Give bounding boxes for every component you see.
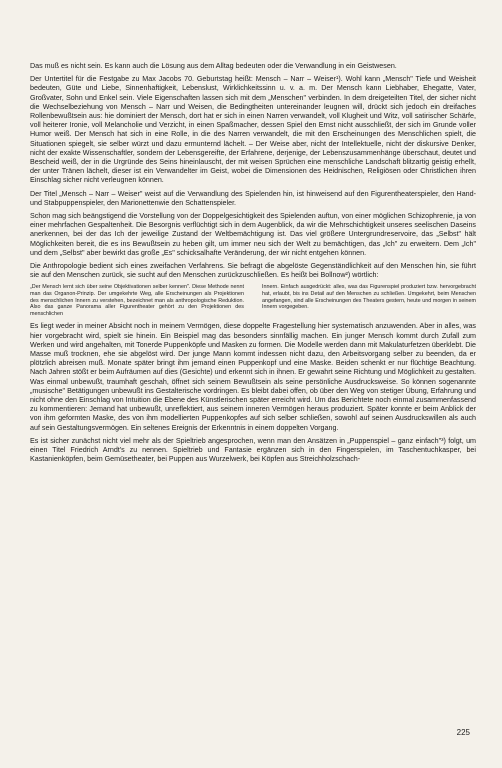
paragraph: Es liegt weder in meiner Absicht noch in meinem Vermögen, diese doppelte Fragestellung hier systematisch anzuwenden. Aber in alles, was hier vorgebracht wird, spielt sie hinein. Ein Beispiel mag das besonders sinnfällig machen. Ein junger Mensch kommt durch Zufall zum Werken und wird angehalten, mit Tonerde Puppenköpfe und Masken zu formen. Die Modelle werden dann mit Makulaturfetzen überklebt. Die Masse muß trocknen, ehe sie abgelöst wird. Der junge Mann kommt indessen nicht dazu, den Arbeitsvorgang selber zu beenden, da er plötzlich abreisen muß. Monate später bringt ihm jemand einen Puppenkopf und eine Maske. Beiden schenkt er nur flüchtige Beachtung. Nach Jahren stößt er beim Aufräumen auf dies (Gesichte) und erkennt sich in ihnen. Er gewahrt seine Richtung und Möglichkeit zu gestalten. Was einmal unbewußt, traumhaft geschah, öffnet sich seinem Bewußtsein als seine persönliche Ausdrucksweise. So können sogenannte „musische" Betätigungen unbewußt ins Gestalterische vordringen. Es bleibt dabei offen, ob über den Weg von stetiger Übung, Erfahrung und nicht ohne den Einschlag von Intuition die Ebene des Künstlerischen später erreicht wird. Um das Berichtete noch einmal zusammenfassend zu kommentieren: Jemand hat unbewußt, unreflektiert, aus seinem inneren Vermögen heraus produziert. Später konnte er beim Anblick der von ihm geformten Maske, des von ihm modellierten Puppenkopfes auf sich selber schließen, sowohl auf seinen Ausdruckswillen als auch auf sein Gestaltungsvermögen. Ein seltenes Ereignis der Erkenntnis in einem doppelten Vorgang. bbox=[30, 322, 476, 432]
quotation-block bbox=[30, 284, 476, 317]
paragraph: Der Titel „Mensch – Narr – Weiser" weist auf die Verwandlung des Spielenden hin, ist hinweisend auf den Figurentheaterspieler, den Hand- und Stabpuppenspieler, den Marionettenwie den Schattenspieler. bbox=[30, 189, 476, 207]
paragraph: Der Untertitel für die Festgabe zu Max Jacobs 70. Geburtstag heißt: Mensch – Narr – Weiser¹). Wohl kann „Mensch" Tiefe und Weisheit bedeuten, Güte und Liebe, Sinnenhaftigkeit, Lebenslust, Wirklichkeitssinn u. v. a. m. Der Mensch kann Liebhaber, Ehegatte, Vater, Großvater, Sohn und Enkel sein. Viele Eigenschaften lassen sich mit dem „Menschen" verbinden. In dem dreigeteilten Titel, der sicher nicht die Wechselbeziehung von Mensch – Narr und Weisen, die Bedingtheiten untereinander leugnen will, drückt sich jedoch ein dreifaches Rollenbewußtsein aus: hie dominiert der Mensch, dort hat er sich in einen Narren verwandelt, voll Klugheit und Witz, voll satirischer Schärfe, voll heiterer Ironie, voll Melancholie und Verzicht, in einen Spaßmacher, dessen Spiel den Ernst nicht ausschließt, der sich im Grunde voller Humor weiß. Der Mensch hat sich in eine Rolle, in die des Narren verwandelt, die mit den Erscheinungen des Menschlichen spielt, die Situationen spiegelt, sie selber würzt und dazu ermunternd lächelt. – Der Weise aber, nicht der Intellektuelle, nicht der diskursive Denker, nicht der exakte Wissenschaftler, sondern der Lebensgereifte, der Erfahrene, derjenige, der Lebenszusammenhänge überschaut, deutet und Bescheid weiß, der in die Urgründe des Seins hineinlauscht, der mit weisen Sprüchen eine menschliche Landschaft blitzartig geistig erhellt, der unter Tränen lächelt, dieser ist ein Verwandelter im Geist, wobei die Dimensionen des Heidnischen, Religiösen oder Christlichen ihren Einschlag sicher nicht verleugnen können. bbox=[30, 75, 476, 185]
paragraph: Die Anthropologie bedient sich eines zweifachen Verfahrens. Sie befragt die abgelöste Gegenständlichkeit auf den Menschen hin, sie führt sie auf den Menschen zurück, sie sucht auf den Menschen zurückzuschließen. Es heißt bei Bollnow²) wörtlich: bbox=[30, 262, 476, 280]
paragraph: Das muß es nicht sein. Es kann auch die Lösung aus dem Alltag bedeuten oder die Verwandlung in ein Geistwesen. bbox=[30, 62, 397, 70]
document-page bbox=[30, 62, 476, 468]
quotation-left-column: „Der Mensch lernt sich über seine Objektivationen selber kennen". Diese Methode nennt man das Organon-Prinzip. Der umgekehrte Weg, alle Erscheinungen als Projektionen des menschlichen Innern zu verstehen, bezeichnet man als anthropologische Reduktion. Also das ganze Panorama aller Figurentheater gehört zu den Projektionen des menschlichen bbox=[30, 284, 244, 317]
quotation-right-column: Innern. Einfach ausgedrückt: alles, was das Figurenspiel produziert bzw. hervorgebracht hat, erlaubt, bis ins Detail auf den Menschen zu schließen. Umgekehrt, beim Menschen angefangen, sind alle Erscheinungen des Theaters gestern, heute und morgen in seinem Innern vorgegeben. bbox=[262, 284, 476, 311]
paragraph: Es ist sicher zunächst nicht viel mehr als der Spieltrieb angesprochen, wenn man den Ansätzen in „Puppenspiel – ganz einfach"³) folgt, um einen Titel Friedrich Arndt's zu nennen. Spieltrieb und Fantasie ergänzen sich in den Fingerspielen, im Taschentuchkasper, bei Kastanienköpfen, beim Gemüsetheater, bei Puppen aus Wurzelwerk, bei Köpfen aus Streichholzschach- bbox=[30, 436, 476, 464]
page-number: 225 bbox=[456, 728, 470, 737]
paragraph: Schon mag sich beängstigend die Vorstellung von der Doppelgesichtigkeit des Spielenden auftun, von einer möglichen Schizophrenie, ja von einer mehrfachen Gespaltenheit. Die Besorgnis verflüchtigt sich in dem Augenblick, da wir die Mehrschichtigkeit unseres seelischen Daseins anerkennen, bei der das Ich der jeweilige Zustand der Weltbemächtigung ist. Das viel größere Untergrundreservoire, das „Selbst" hält Möglichkeiten bereit, die es ins Bewußtsein zu heben gilt, um immer neu sich der Welt zu bemächtigen, das „Ich" zu erweitern. Dem „Ich" und dem „Selbst" aber bewirkt das große „Es" schicksalhafte Veränderung, der wir nicht entgehen können. bbox=[30, 212, 476, 257]
